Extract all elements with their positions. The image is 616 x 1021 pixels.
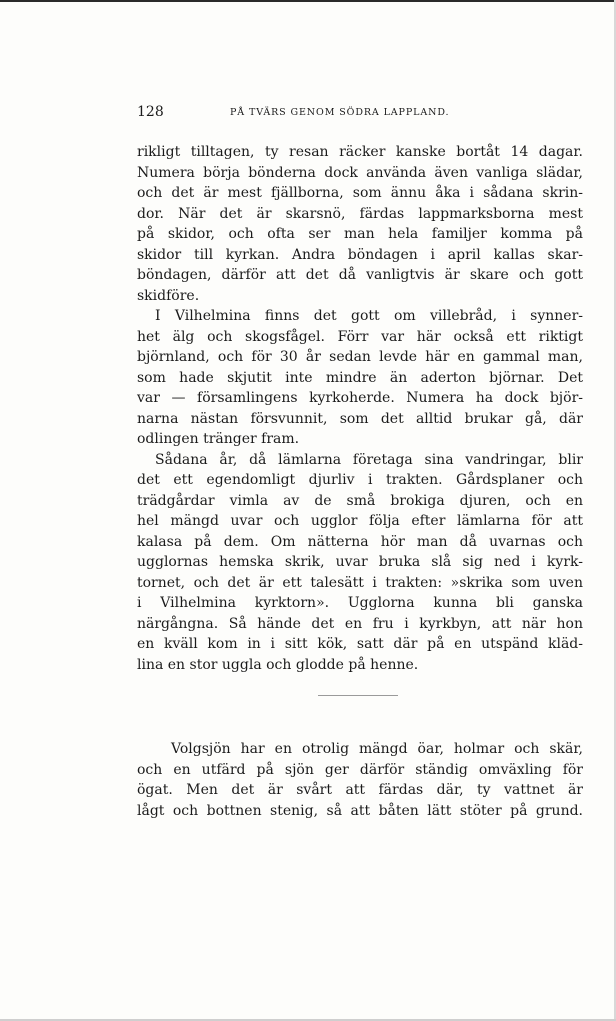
running-title: PÅ TVÄRS GENOM SÖDRA LAPPLAND.: [230, 107, 450, 118]
text-line: och det är mest fjällborna, som ännu åka i sådana skrin-: [137, 185, 583, 201]
body-text-section-1: [137, 142, 583, 675]
text-line: ugglornas hemska skrik, uvar bruka slå sig ned i kyrk-: [137, 554, 583, 570]
running-head: [137, 104, 583, 124]
text-line: kalasa på dem. Om nätterna hör man då uvarnas och: [137, 533, 583, 550]
body-text-section-2: [137, 739, 583, 821]
text-line: lina en stor uggla och glodde på henne.: [137, 656, 419, 673]
text-line: det ett egendomligt djurliv i trakten. Gårdsplaner och: [137, 472, 583, 488]
text-line: trädgårdar vimla av de små brokiga djuren, och en: [137, 492, 583, 509]
text-line: tornet, och det är ett talesätt i trakten: »skrika som uven: [137, 574, 583, 591]
text-line: skidor till kyrkan. Andra böndagen i april kallas skar-: [137, 246, 583, 263]
text-line: som hade skjutit inte mindre än aderton björnar. Det: [137, 369, 583, 386]
text-line: skidföre.: [137, 287, 200, 304]
text-line: rikligt tilltagen, ty resan räcker kanske bortåt 14 dagar.: [137, 144, 583, 160]
text-line: dor. När det är skarsnö, färdas lappmarksborna mest: [137, 205, 583, 222]
section-separator: [318, 695, 398, 696]
text-line-indented: Volgsjön har en otrolig mängd öar, holmar och skär,: [171, 741, 583, 757]
text-line: Numera börja bönderna dock använda även vanliga slädar,: [137, 164, 583, 181]
text-line: narna nästan försvunnit, som det alltid brukar gå, där: [137, 410, 583, 427]
text-line: på skidor, och ofta ser man hela familjer komma på: [137, 226, 583, 242]
text-line: ögat. Men det är svårt att färdas där, ty vattnet är: [137, 782, 583, 798]
text-line-indented: I Vilhelmina finns det gott om villebråd, i synner-: [155, 308, 583, 324]
text-line: en kväll kom in i sitt kök, satt där på en utspänd kläd-: [137, 636, 583, 652]
text-line: hel mängd uvar och ugglor följa efter lämlarna för att: [137, 513, 583, 529]
text-line: böndagen, därför att det då vanligtvis är skare och gott: [137, 267, 583, 283]
text-line: het älg och skogsfågel. Förr var här också ett riktigt: [137, 328, 583, 345]
text-line: lågt och bottnen stenig, så att båten lätt stöter på grund.: [137, 802, 583, 819]
text-line: björnland, och för 30 år sedan levde här en gammal man,: [137, 349, 583, 365]
text-line: närgångna. Så hände det en fru i kyrkbyn, att när hon: [137, 615, 583, 632]
scan-edge-top: [0, 0, 616, 2]
text-line: var — församlingens kyrkoherde. Numera ha dock björ-: [137, 390, 583, 406]
text-line-indented: Sådana år, då lämlarna företaga sina vandringar, blir: [155, 451, 583, 468]
text-line: i Vilhelmina kyrktorn». Ugglorna kunna bli ganska: [137, 595, 583, 611]
text-line: och en utfärd på sjön ger därför ständig omväxling för: [137, 761, 583, 778]
text-line: odlingen tränger fram.: [137, 431, 300, 447]
page-number: 128: [137, 104, 164, 120]
